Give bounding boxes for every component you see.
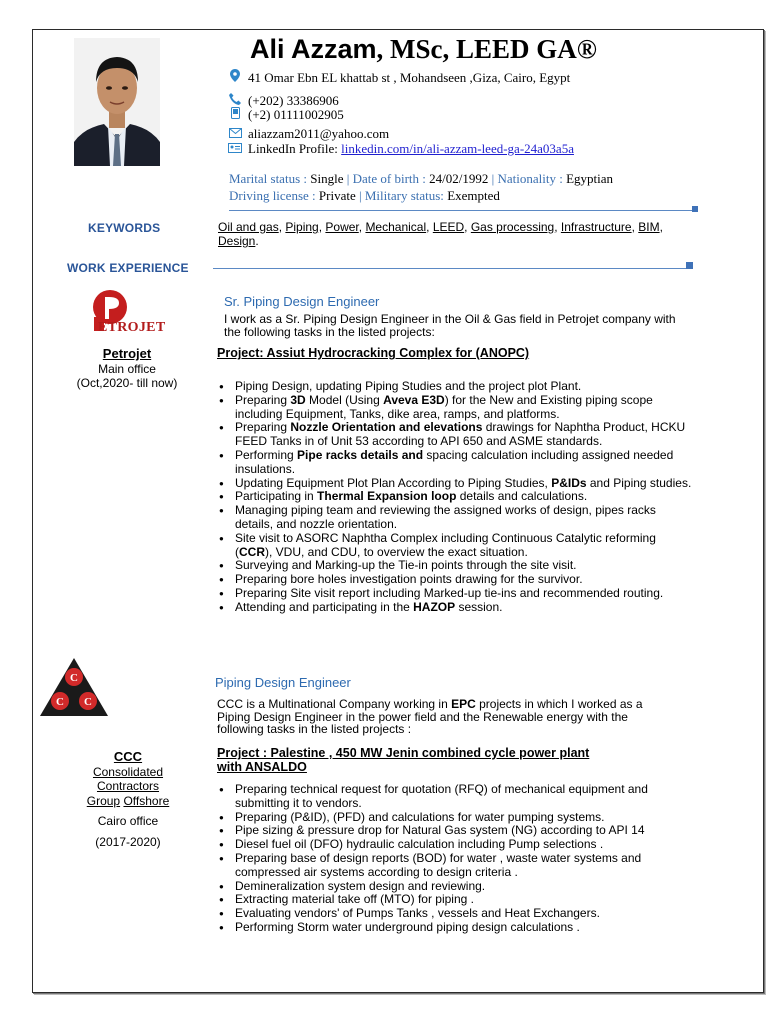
marital-value: Single xyxy=(310,171,344,186)
credentials-text: , MSc, LEED GA® xyxy=(376,34,597,64)
linkedin-label: LinkedIn Profile: xyxy=(248,141,338,156)
task-item: ● Evaluating vendors' of Pumps Tanks , vessels and Heat Exchangers. xyxy=(218,907,688,921)
project-line-1: Project : Palestine , 450 MW Jenin combined cycle power plant xyxy=(217,746,590,760)
task-item: ● Performing Storm water underground piping design calculations . xyxy=(218,921,688,935)
project-title xyxy=(217,746,589,774)
task-item: ● Demineralization system design and reviewing. xyxy=(218,880,688,894)
logo-letter: C xyxy=(70,672,78,684)
work-experience-heading: WORK EXPERIENCE xyxy=(67,261,189,275)
task-item: ● Participating in Thermal Expansion loop details and calculations. xyxy=(218,490,696,504)
marital-label: Marital status : xyxy=(229,171,307,186)
work-divider xyxy=(213,268,687,269)
address-text: 41 Omar Ebn EL khattab st , Mohandseen ,Giza, Cairo, Egypt xyxy=(248,70,571,85)
keyword: Gas processing xyxy=(470,220,555,234)
project-title: Project: Assiut Hydrocracking Complex for (ANOPC) xyxy=(217,346,530,360)
military-label: Military status: xyxy=(364,188,444,203)
task-item: ● Preparing base of design reports (BOD) for water , waste water systems and compressed air systems according to design criteria . xyxy=(218,852,688,880)
keywords-heading: KEYWORDS xyxy=(88,221,161,235)
location-pin-icon xyxy=(228,69,242,86)
job-intro: I work as a Sr. Piping Design Engineer in the Oil & Gas field in Petrojet company with the following tasks in the listed projects: xyxy=(224,312,676,339)
project-line-2b: ANSALDO xyxy=(245,760,307,774)
period-text: (2017-2020) xyxy=(95,834,161,849)
email-row xyxy=(228,126,389,142)
company-name: CCC xyxy=(113,749,143,764)
job-title: Sr. Piping Design Engineer xyxy=(224,294,380,309)
divider-end-marker xyxy=(686,262,693,269)
dob-value: 24/02/1992 xyxy=(429,171,489,186)
profile-photo xyxy=(74,38,160,166)
phone2-row xyxy=(228,107,344,123)
company-full-name-2: Contractors xyxy=(96,779,160,793)
office-text: Main office xyxy=(98,361,156,376)
job-intro: CCC is a Multinational Company working in EPC projects in which I worked as a Piping Design Engineer in the power field and the Renewable energy with the following tasks in the listed projects : xyxy=(217,697,643,736)
petrojet-task-list xyxy=(218,380,696,615)
keyword: Power xyxy=(325,220,359,234)
job-title: Piping Design Engineer xyxy=(215,675,351,690)
keyword: Design xyxy=(218,234,256,248)
id-card-icon xyxy=(228,141,242,157)
ccc-logo xyxy=(38,656,110,723)
ccc-task-list xyxy=(218,783,688,935)
project-line-2a: with xyxy=(217,760,246,774)
phone2-text: (+2) 01111002905 xyxy=(248,107,344,122)
dob-label: Date of birth : xyxy=(352,171,426,186)
mobile-phone-icon xyxy=(228,107,242,123)
company-full-name-3: Group xyxy=(86,793,121,808)
petrojet-logo-text: ETROJET xyxy=(98,320,166,335)
keyword: BIM xyxy=(638,220,660,234)
task-item: ● Extracting material take off (MTO) for piping . xyxy=(218,893,688,907)
period-text: (Oct,2020- till now) xyxy=(76,376,178,390)
military-value: Exempted xyxy=(447,188,500,203)
task-item: ● Preparing (P&ID), (PFD) and calculations for water pumping systems. xyxy=(218,811,688,825)
separator: | xyxy=(343,171,353,186)
logo-letter: C xyxy=(56,696,64,708)
ccc-company-info xyxy=(70,750,186,849)
personal-line-1 xyxy=(229,171,613,187)
office-text: Cairo office xyxy=(97,814,159,828)
task-item: ● Pipe sizing & pressure drop for Natural Gas system (NG) according to API 14 xyxy=(218,824,688,838)
logo-letter: C xyxy=(84,696,92,708)
personal-line-2 xyxy=(229,188,500,204)
company-name: Petrojet xyxy=(102,346,152,361)
separator: | xyxy=(488,171,498,186)
name-text: Ali Azzam xyxy=(250,34,377,64)
task-item: ● Preparing bore holes investigation points drawing for the survivor. xyxy=(218,573,696,587)
keyword: Oil and gas xyxy=(218,220,279,234)
email-icon xyxy=(228,126,242,142)
keyword: LEED xyxy=(432,220,465,234)
company-full-name-4: Offshore xyxy=(123,793,170,808)
nationality-value: Egyptian xyxy=(566,171,614,186)
driving-value: Private xyxy=(318,188,356,203)
company-full-name-1: Consolidated xyxy=(92,764,164,779)
email-text[interactable]: aliazzam2011@yahoo.com xyxy=(248,126,390,141)
keyword: Infrastructure xyxy=(560,220,632,234)
keyword: Mechanical xyxy=(365,220,427,234)
phone1-text: (+202) 33386906 xyxy=(248,93,339,108)
task-item: ● Performing Pipe racks details and spacing calculation including assigned needed insulations. xyxy=(218,449,696,477)
linkedin-link[interactable]: linkedin.com/in/ali-azzam-leed-ga-24a03a5a xyxy=(341,141,574,156)
task-item: ● Preparing Nozzle Orientation and elevations drawings for Naphtha Product, HCKU FEED Tanks in of Unit 53 according to API 650 and ASME standards. xyxy=(218,421,696,449)
driving-label: Driving license : xyxy=(229,188,316,203)
keyword: Piping xyxy=(285,220,319,234)
divider-end-marker xyxy=(692,206,698,212)
task-item: ● Preparing 3D Model (Using Aveva E3D) for the New and Existing piping scope including Equipment, Tanks, dike area, ramps, and platforms. xyxy=(218,394,696,422)
header-divider xyxy=(229,210,693,211)
task-item: ● Updating Equipment Plot Plan According to Piping Studies, P&IDs and Piping studies. xyxy=(218,477,696,491)
task-item: ● Preparing technical request for quotation (RFQ) of mechanical equipment and submitting it to vendors. xyxy=(218,783,688,811)
task-item: ● Site visit to ASORC Naphtha Complex including Continuous Catalytic reforming (CCR), VDU, and CDU, to overview the exact situation. xyxy=(218,532,696,560)
task-item: ● Attending and participating in the HAZOP session. xyxy=(218,601,696,615)
candidate-name xyxy=(250,34,597,65)
address-row xyxy=(228,69,570,86)
separator: | xyxy=(355,188,365,203)
task-item: ● Managing piping team and reviewing the assigned works of design, pipes racks details, and nozzle orientation. xyxy=(218,504,696,532)
task-item: ● Piping Design, updating Piping Studies and the project plot Plant. xyxy=(218,380,696,394)
task-item: ● Diesel fuel oil (DFO) hydraulic calculation including Pump selections . xyxy=(218,838,688,852)
linkedin-row xyxy=(228,141,574,157)
petrojet-company-info xyxy=(60,347,194,391)
task-item: ● Preparing Site visit report including Marked-up tie-ins and recommended routing. xyxy=(218,587,696,601)
task-item: ● Surveying and Marking-up the Tie-in points through the site visit. xyxy=(218,559,696,573)
nationality-label: Nationality : xyxy=(497,171,563,186)
keywords-list: Oil and gas, Piping, Power, Mechanical, LEED, Gas processing, Infrastructure, BIM, Design. xyxy=(218,220,663,248)
